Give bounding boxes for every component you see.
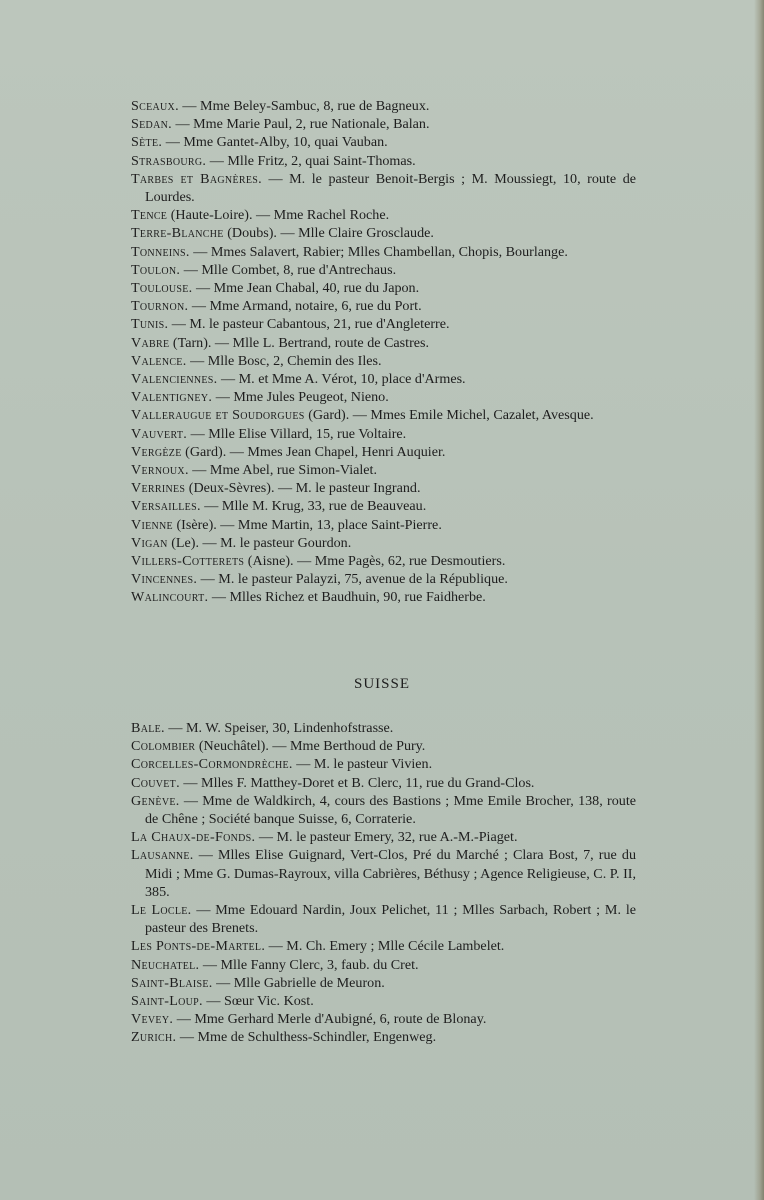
- place-name: Sète.: [131, 134, 163, 151]
- address-entry: [131, 443, 636, 461]
- place-name: La Chaux-de-Fonds.: [131, 829, 256, 846]
- place-name: Corcelles-Cormondrèche.: [131, 756, 293, 773]
- address-entry: [131, 115, 636, 133]
- address-entry: [131, 97, 636, 115]
- place-name: Sedan.: [131, 116, 172, 133]
- place-name: Vergèze: [131, 443, 182, 460]
- entry-details: — M. le pasteur Palayzi, 75, avenue de la République.: [197, 571, 508, 588]
- section-title-suisse: SUISSE: [353, 676, 411, 692]
- address-entry: [131, 901, 636, 937]
- entry-details: — M. le pasteur Vivien.: [292, 756, 433, 773]
- entry-details: — Mme Gantet-Alby, 10, quai Vauban.: [162, 134, 388, 151]
- page-edge: [754, 0, 764, 1200]
- entry-details: — Mlle M. Krug, 33, rue de Beauveau.: [200, 498, 427, 515]
- place-name: Valentigney.: [131, 389, 213, 406]
- place-name: Bale.: [131, 720, 165, 736]
- address-entry: [131, 243, 636, 261]
- place-name: Vernoux.: [131, 462, 189, 479]
- entry-details: — Mme de Waldkirch, 4, cours des Bastions ; Mme Emile Brocher, 138, route de Chêne ; Société banque Suisse, 6, Corraterie.: [145, 792, 636, 828]
- place-name: Valence.: [131, 352, 187, 369]
- entry-details: — Mlle Fritz, 2, quai Saint-Thomas.: [206, 152, 416, 169]
- address-entry: [131, 152, 636, 170]
- place-name: Genève.: [131, 792, 180, 809]
- address-entry: [131, 956, 636, 974]
- address-entry: [131, 170, 636, 206]
- address-entry: [131, 425, 636, 443]
- address-entry: [131, 974, 636, 992]
- address-entry: [131, 370, 636, 388]
- place-name: Les Ponts-de-Martel.: [131, 938, 266, 955]
- entry-details: (Gard). — Mmes Emile Michel, Cazalet, Avesque.: [304, 407, 594, 424]
- place-name: Walincourt.: [131, 589, 209, 606]
- entry-details: — Mlles F. Matthey-Doret et B. Clerc, 11, rue du Grand-Clos.: [179, 774, 535, 791]
- address-entry: [131, 792, 636, 828]
- place-name: Tunis.: [131, 316, 169, 333]
- entry-details: — Mme Marie Paul, 2, rue Nationale, Balan.: [171, 116, 430, 133]
- address-entry: [131, 828, 636, 846]
- address-entry: [131, 406, 636, 424]
- address-entry: [131, 224, 636, 242]
- address-entry: [131, 206, 636, 224]
- address-entry: [131, 1028, 636, 1046]
- suisse-address-list: [131, 719, 636, 1047]
- address-entry: [131, 755, 636, 773]
- place-name: Vauvert.: [131, 425, 188, 442]
- place-name: Couvet.: [131, 774, 180, 791]
- address-entry: [131, 497, 636, 515]
- address-entry: [131, 315, 636, 333]
- entry-details: (Isère). — Mme Martin, 13, place Saint-Pierre.: [172, 516, 442, 533]
- place-name: Toulon.: [131, 261, 181, 278]
- place-name: Neuchatel.: [131, 956, 200, 973]
- place-name: Versailles.: [131, 498, 201, 515]
- place-name: Saint-Blaise.: [131, 974, 213, 991]
- address-entry: [131, 552, 636, 570]
- entry-details: — M. le pasteur Cabantous, 21, rue d'Angleterre.: [168, 316, 450, 333]
- place-name: Sceaux.: [131, 98, 179, 114]
- entry-details: — Mme de Schulthess-Schindler, Engenweg.: [176, 1029, 437, 1046]
- address-entry: [131, 461, 636, 479]
- entry-details: — Mlle Bosc, 2, Chemin des Iles.: [186, 352, 382, 369]
- place-name: Saint-Loup.: [131, 993, 203, 1010]
- entry-details: — Mme Abel, rue Simon-Vialet.: [188, 462, 377, 479]
- place-name: Vincennes.: [131, 571, 198, 588]
- entry-details: (Aisne). — Mme Pagès, 62, rue Desmoutiers.: [244, 553, 506, 570]
- france-address-list: [131, 97, 636, 607]
- place-name: Vevey.: [131, 1011, 174, 1028]
- entry-details: (Haute-Loire). — Mme Rachel Roche.: [167, 207, 390, 224]
- address-entry: [131, 570, 636, 588]
- entry-details: — Mlles Elise Guignard, Vert-Clos, Pré du Marché ; Clara Bost, 7, rue du Midi ; Mme G. Dumas-Rayroux, villa Cabrières, Béthusy ; Agence Religieuse, C. P. II, 385.: [145, 847, 636, 900]
- place-name: Vabre: [131, 334, 170, 351]
- place-name: Le Locle.: [131, 902, 192, 919]
- address-entry: [131, 516, 636, 534]
- place-name: Strasbourg.: [131, 152, 207, 169]
- place-name: Tournon.: [131, 298, 189, 315]
- entry-details: (Doubs). — Mlle Claire Grosclaude.: [223, 225, 434, 242]
- place-name: Valleraugue et Soudorgues: [131, 407, 305, 424]
- address-entry: [131, 846, 636, 901]
- address-entry: [131, 937, 636, 955]
- address-entry: [131, 133, 636, 151]
- address-entry: [131, 719, 636, 737]
- place-name: Tence: [131, 207, 168, 224]
- entry-details: — M. le pasteur Emery, 32, rue A.-M.-Piaget.: [255, 829, 518, 846]
- entry-details: — Mlle Combet, 8, rue d'Antrechaus.: [180, 261, 397, 278]
- address-entry: [131, 388, 636, 406]
- address-entry: [131, 534, 636, 552]
- entry-details: — Mlles Richez et Baudhuin, 90, rue Faidherbe.: [208, 589, 486, 606]
- entry-details: — Mme Gerhard Merle d'Aubigné, 6, route de Blonay.: [173, 1011, 487, 1028]
- entry-details: — Sœur Vic. Kost.: [202, 993, 314, 1010]
- place-name: Vienne: [131, 516, 173, 533]
- place-name: Zurich.: [131, 1029, 177, 1046]
- address-entry: [131, 737, 636, 755]
- entry-details: (Tarn). — Mlle L. Bertrand, route de Castres.: [169, 334, 430, 351]
- entry-details: (Gard). — Mmes Jean Chapel, Henri Auquier.: [181, 443, 446, 460]
- entry-details: — Mme Jules Peugeot, Nieno.: [212, 389, 389, 406]
- entry-details: — M. et Mme A. Vérot, 10, place d'Armes.: [217, 371, 466, 388]
- entry-details: (Deux-Sèvres). — M. le pasteur Ingrand.: [185, 480, 421, 497]
- place-name: Verrines: [131, 480, 186, 497]
- address-entry: [131, 479, 636, 497]
- entry-details: — Mme Jean Chabal, 40, rue du Japon.: [192, 280, 420, 297]
- place-name: Vigan: [131, 534, 168, 551]
- entry-details: — M. Ch. Emery ; Mlle Cécile Lambelet.: [265, 938, 505, 955]
- entry-details: — Mlle Fanny Clerc, 3, faub. du Cret.: [199, 956, 419, 973]
- entry-details: — M. W. Speiser, 30, Lindenhofstrasse.: [164, 720, 394, 736]
- place-name: Colombier: [131, 738, 196, 755]
- address-entry: [131, 992, 636, 1010]
- place-name: Villers-Cotterets: [131, 553, 245, 570]
- address-entry: [131, 774, 636, 792]
- entry-details: — Mme Edouard Nardin, Joux Pelichet, 11 ; Mlles Sarbach, Robert ; M. le pasteur des Brenets.: [145, 902, 636, 937]
- place-name: Valenciennes.: [131, 371, 218, 388]
- entry-details: (Le). — M. le pasteur Gourdon.: [167, 534, 352, 551]
- entry-details: — Mmes Salavert, Rabier; Mlles Chambellan, Chopis, Bourlange.: [189, 243, 568, 260]
- address-entry: [131, 279, 636, 297]
- address-entry: [131, 588, 636, 606]
- entry-details: — M. le pasteur Benoit-Bergis ; M. Moussiegt, 10, route de Lourdes.: [145, 170, 636, 206]
- address-entry: [131, 352, 636, 370]
- address-entry: [131, 1010, 636, 1028]
- place-name: Terre-Blanche: [131, 225, 224, 242]
- entry-details: (Neuchâtel). — Mme Berthoud de Pury.: [195, 738, 426, 755]
- place-name: Tarbes et Bagnères.: [131, 170, 262, 187]
- address-entry: [131, 334, 636, 352]
- place-name: Toulouse.: [131, 280, 193, 297]
- entry-details: — Mme Armand, notaire, 6, rue du Port.: [188, 298, 422, 315]
- entry-details: — Mlle Elise Villard, 15, rue Voltaire.: [187, 425, 407, 442]
- entry-details: — Mlle Gabrielle de Meuron.: [212, 974, 385, 991]
- address-entry: [131, 261, 636, 279]
- place-name: Lausanne.: [131, 847, 194, 864]
- address-entry: [131, 297, 636, 315]
- place-name: Tonneins.: [131, 243, 190, 260]
- entry-details: — Mme Beley-Sambuc, 8, rue de Bagneux.: [178, 98, 430, 114]
